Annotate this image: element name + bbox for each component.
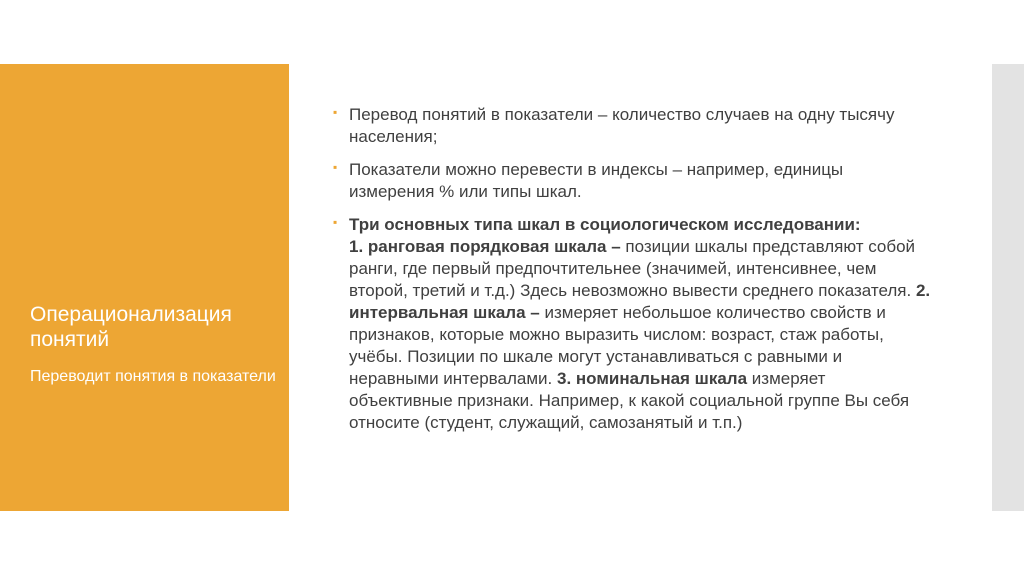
slide-subtitle: Переводит понятия в показатели: [30, 368, 276, 385]
list-item: [333, 159, 933, 203]
nominal-scale-label: 3. номинальная шкала: [556, 369, 748, 388]
scales-heading: Три основных типа шкал в социологическом исследовании:: [349, 215, 861, 234]
content-list: [333, 104, 933, 445]
interval-scale-text: измеряет небольшое количество свойств и признаков, которые можно выразить числом: возраст, стаж работы, учёбы. Позиции по шкале могут устанавливаться с равными и неравными интервалами.: [349, 303, 886, 388]
bullet-icon: ▪: [333, 215, 338, 229]
interval-scale-label: 2. интервальная шкала –: [349, 281, 931, 322]
title-panel: [0, 64, 289, 511]
rank-scale-text: позиции шкалы представляют собой ранги, где первый предпочтительнее (значимей, интенсивнее, чем второй, третий и т.д.) Здесь невозможно вывести среднего показателя.: [349, 237, 916, 300]
bullet-text: Перевод понятий в показатели – количество случаев на одну тысячу населения;: [349, 105, 895, 146]
bullet-text: Показатели можно перевести в индексы – например, единицы измерения % или типы шкал.: [349, 160, 844, 201]
nominal-scale-text: измеряет объективные признаки. Например, к какой социальной группе Вы себя относите (студент, служащий, самозанятый и т.п.): [349, 369, 910, 432]
bullet-icon: ▪: [333, 105, 338, 119]
rank-scale-label: 1. ранговая порядковая шкала –: [349, 237, 621, 256]
list-item: [333, 214, 933, 434]
side-strip: [992, 64, 1024, 511]
bullet-icon: ▪: [333, 160, 338, 174]
slide-title: Операционализация понятий: [30, 303, 232, 351]
list-item: [333, 104, 933, 148]
